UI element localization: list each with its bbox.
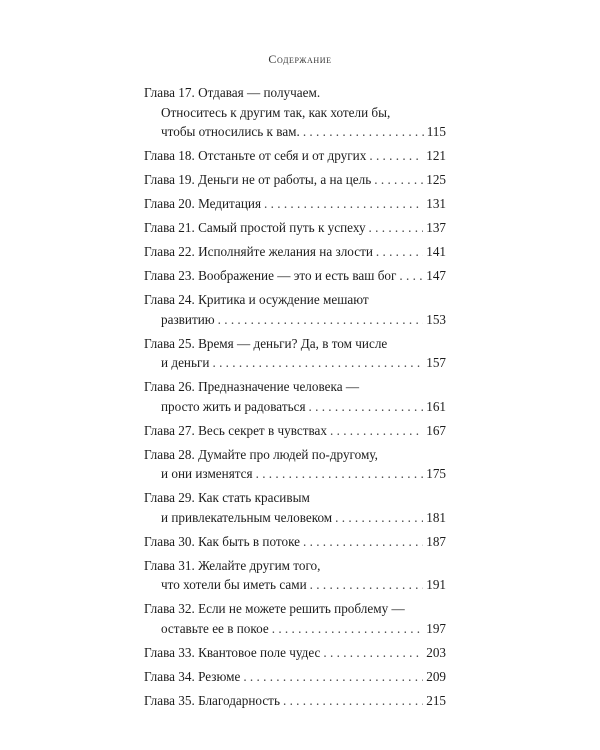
toc-dot-leader: [212, 353, 423, 373]
toc-chapter-number: Глава 29.: [144, 490, 195, 505]
toc-title-line: и деньги: [161, 355, 210, 370]
toc-title-line: Деньги не от работы, а на цель: [198, 172, 372, 187]
toc-page-number: 157: [426, 355, 446, 370]
page-header: Содержание: [268, 52, 332, 66]
toc-title-line: Относитесь к другим так, как хотели бы,: [161, 104, 391, 120]
toc-entry: [144, 556, 446, 595]
toc-chapter-number: Глава 34.: [144, 668, 195, 684]
toc-page-number: 137: [426, 220, 446, 235]
toc-chapter-number: Глава 17.: [144, 85, 195, 100]
toc-title-line: Время — деньги? Да, в том числе: [198, 335, 388, 351]
toc-page-number: 203: [426, 644, 446, 660]
table-of-contents: [144, 83, 446, 715]
toc-entry: [144, 266, 446, 286]
toc-entry: [144, 599, 446, 638]
toc-title-line: Медитация: [198, 196, 262, 211]
toc-dot-leader: [369, 146, 423, 166]
toc-page-number: 141: [426, 244, 446, 259]
toc-title-line: Самый простой путь к успеху: [198, 220, 366, 235]
toc-dot-leader: [330, 421, 423, 441]
toc-entry: [144, 242, 446, 262]
toc-entry: [144, 170, 446, 190]
toc-dot-leader: [399, 266, 423, 286]
toc-dot-leader: [369, 218, 424, 238]
toc-title-line: Исполняйте желания на злости: [198, 244, 373, 259]
toc-entry: [144, 146, 446, 166]
toc-dot-leader: [218, 310, 424, 330]
toc-dot-leader: [309, 397, 424, 417]
toc-title-line: Думайте про людей по-другому,: [198, 446, 378, 462]
toc-dot-leader: [264, 194, 423, 214]
toc-entry: [144, 421, 446, 441]
toc-title-line: и они изменятся: [161, 466, 253, 481]
toc-chapter-number: Глава 32.: [144, 601, 195, 616]
toc-entry: [144, 218, 446, 238]
toc-title-line: Резюме: [198, 668, 241, 684]
toc-dot-leader: [335, 508, 423, 528]
toc-page-number: 187: [426, 533, 446, 549]
toc-page-number: 125: [426, 172, 446, 187]
toc-dot-leader: [323, 643, 423, 663]
toc-title-line: развитию: [161, 311, 215, 327]
toc-chapter-number: Глава 35.: [144, 692, 195, 708]
toc-dot-leader: [283, 691, 423, 711]
toc-page-number: 175: [426, 466, 446, 481]
toc-dot-leader: [256, 464, 424, 484]
toc-page-number: 215: [426, 692, 446, 708]
toc-title-line: Как быть в потоке: [198, 533, 301, 549]
toc-page-number: 197: [426, 620, 446, 636]
toc-chapter-number: Глава 23.: [144, 268, 195, 283]
toc-title-line: Отстаньте от себя и от других: [198, 148, 367, 163]
toc-title-line: Отдавая — получаем.: [198, 85, 321, 100]
toc-title-line: Если не можете решить проблему —: [198, 601, 405, 616]
toc-entry: [144, 691, 446, 711]
toc-chapter-number: Глава 21.: [144, 220, 195, 235]
toc-title-line: Критика и осуждение мешают: [198, 292, 369, 307]
toc-entry: [144, 83, 446, 142]
toc-chapter-number: Глава 30.: [144, 533, 195, 549]
toc-entry: [144, 667, 446, 687]
toc-entry: [144, 488, 446, 527]
toc-entry: [144, 445, 446, 484]
toc-chapter-number: Глава 24.: [144, 292, 195, 307]
toc-entry: [144, 334, 446, 373]
toc-chapter-number: Глава 27.: [144, 422, 195, 438]
toc-dot-leader: [310, 575, 424, 595]
toc-chapter-number: Глава 25.: [144, 335, 195, 351]
toc-chapter-number: Глава 18.: [144, 148, 195, 163]
toc-page-number: 191: [426, 577, 446, 592]
toc-title-line: оставьте ее в покое: [161, 620, 269, 636]
toc-dot-leader: [303, 122, 424, 142]
toc-page-number: 115: [426, 124, 446, 139]
toc-chapter-number: Глава 28.: [144, 446, 195, 462]
toc-title-line: Весь секрет в чувствах: [198, 422, 328, 438]
toc-title-line: что хотели бы иметь сами: [161, 577, 307, 592]
toc-entry: [144, 377, 446, 416]
toc-entry: [144, 194, 446, 214]
toc-chapter-number: Глава 26.: [144, 379, 195, 394]
toc-title-line: и привлекательным человеком: [161, 509, 333, 525]
toc-chapter-number: Глава 22.: [144, 244, 195, 259]
toc-page-number: 167: [426, 422, 446, 438]
toc-title-line: Желайте другим того,: [198, 557, 321, 573]
toc-chapter-number: Глава 33.: [144, 644, 195, 660]
toc-chapter-number: Глава 20.: [144, 196, 195, 211]
toc-title-line: Воображение — это и есть ваш бог: [198, 268, 397, 283]
toc-title-line: Как стать красивым: [198, 490, 310, 505]
toc-entry: [144, 643, 446, 663]
toc-title-line: Предназначение человека —: [198, 379, 360, 394]
toc-title-line: чтобы относились к вам.: [161, 124, 300, 139]
toc-page-number: 161: [426, 398, 446, 414]
toc-chapter-number: Глава 19.: [144, 172, 195, 187]
toc-dot-leader: [374, 170, 423, 190]
toc-page-number: 153: [426, 311, 446, 327]
toc-dot-leader: [243, 667, 423, 687]
toc-page-number: 121: [426, 148, 446, 163]
toc-title-line: Благодарность: [198, 692, 280, 708]
toc-page-number: 131: [426, 196, 446, 211]
toc-title-line: просто жить и радоваться: [161, 398, 306, 414]
toc-page-number: 181: [426, 509, 446, 525]
toc-dot-leader: [376, 242, 423, 262]
toc-title-line: Квантовое поле чудес: [198, 644, 321, 660]
toc-page-number: 209: [426, 668, 446, 684]
toc-entry: [144, 532, 446, 552]
toc-dot-leader: [272, 619, 423, 639]
toc-chapter-number: Глава 31.: [144, 557, 195, 573]
toc-entry: [144, 290, 446, 329]
toc-dot-leader: [303, 532, 423, 552]
toc-page-number: 147: [426, 268, 446, 283]
